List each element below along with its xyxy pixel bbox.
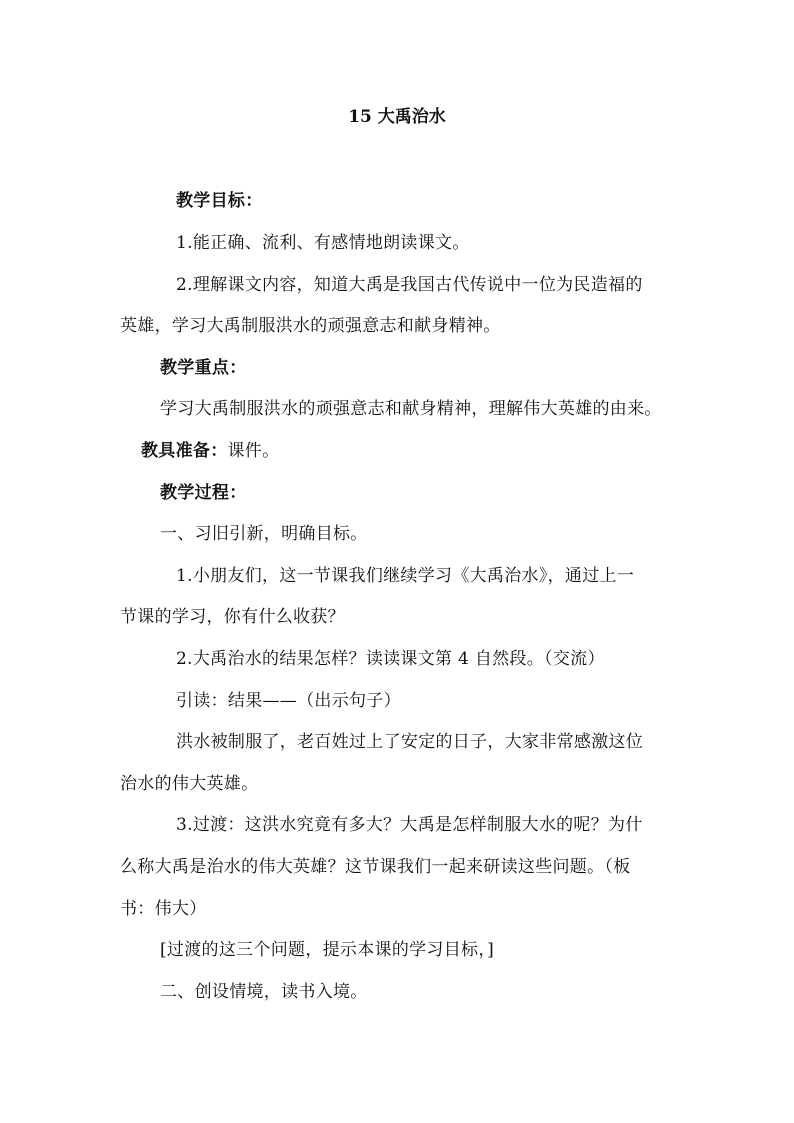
objective-2-line-1: 2.理解课文内容，知道大禹是我国古代传说中一位为民造福的 <box>176 275 643 295</box>
quote-line-2: 治水的伟大英雄。 <box>120 774 259 794</box>
key-points-heading: 教学重点： <box>160 358 247 378</box>
step-3-line-1: 3.过渡：这洪水究竟有多大？大禹是怎样制服大水的呢？为什 <box>176 815 643 835</box>
objective-1: 1.能正确、流利、有感情地朗读课文。 <box>176 233 470 253</box>
process-heading: 教学过程： <box>160 483 247 503</box>
tools-text: 课件。 <box>227 441 280 461</box>
section-1-heading: 一、习旧引新，明确目标。 <box>160 524 368 544</box>
step-1-line-1: 1.小朋友们，这一节课我们继续学习《大禹治水》，通过上一 <box>176 566 635 586</box>
document-title: 15 大禹治水 <box>348 107 446 127</box>
step-3-line-3: 书：伟大） <box>120 899 207 919</box>
guide-read: 引读：结果——（出示句子） <box>176 691 401 711</box>
quote-line-1: 洪水被制服了，老百姓过上了安定的日子，大家非常感激这位 <box>176 732 644 752</box>
section-2-heading: 二、创设情境，读书入境。 <box>160 982 368 1002</box>
objectives-heading: 教学目标： <box>176 191 263 211</box>
step-1-line-2: 节课的学习，你有什么收获？ <box>120 607 345 627</box>
objective-2-line-2: 英雄，学习大禹制服洪水的顽强意志和献身精神。 <box>120 316 501 336</box>
step-3-line-2: 么称大禹是治水的伟大英雄？这节课我们一起来研读这些问题。（板 <box>120 857 631 877</box>
key-points-text: 学习大禹制服洪水的顽强意志和献身精神，理解伟大英雄的由来。 <box>160 399 662 419</box>
step-2: 2.大禹治水的结果怎样？读读课文第 4 自然段。（交流） <box>176 649 605 669</box>
tools-line <box>141 440 279 462</box>
teaching-note: [过渡的这三个问题，提示本课的学习目标，] <box>160 940 495 960</box>
tools-heading: 教具准备： <box>141 441 228 461</box>
